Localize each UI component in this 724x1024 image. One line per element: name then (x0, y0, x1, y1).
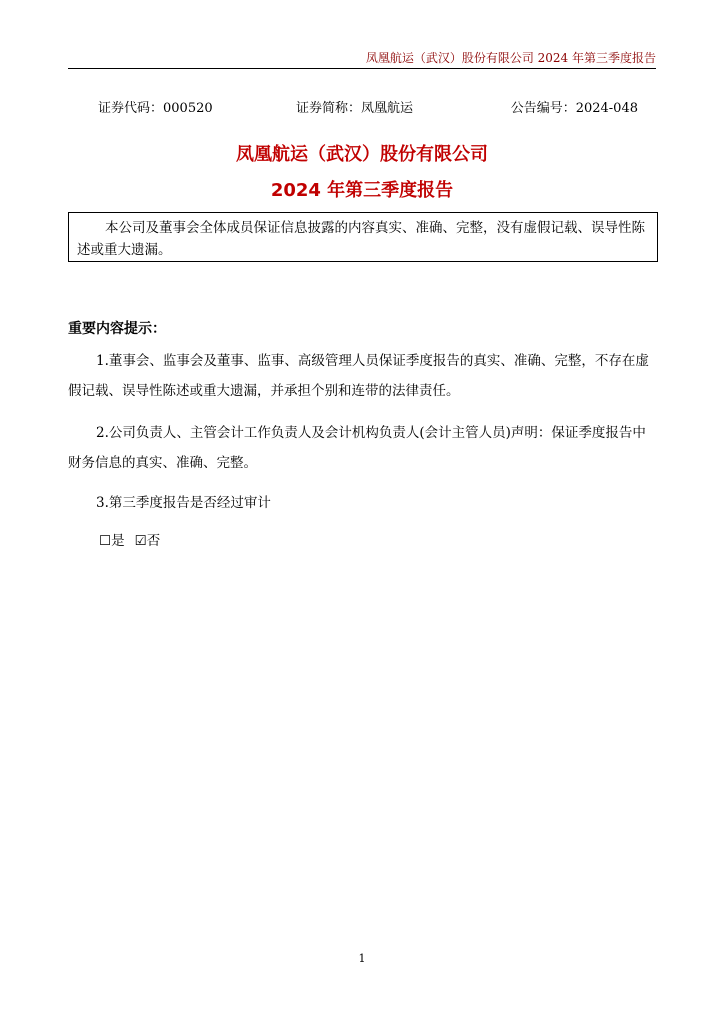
notice-item-3: 3.第三季度报告是否经过审计 (96, 495, 271, 511)
disclosure-statement: 本公司及董事会全体成员保证信息披露的内容真实、准确、完整，没有虚假记载、误导性陈述或重大遗漏。 (77, 220, 645, 258)
company-title: 凤凰航运（武汉）股份有限公司 (236, 144, 488, 165)
notice-item-1: 1.董事会、监事会及董事、监事、高级管理人员保证季度报告的真实、准确、完整，不存在虚假记载、误导性陈述或重大遗漏，并承担个别和连带的法律责任。 (68, 353, 649, 399)
audit-option-yes: ☐是 (99, 533, 125, 549)
running-header: 凤凰航运（武汉）股份有限公司 2024 年第三季度报告 (365, 51, 656, 65)
stock-code: 证券代码：000520 (98, 101, 213, 116)
stock-abbreviation: 证券简称：凤凰航运 (296, 101, 414, 116)
report-title: 2024 年第三季度报告 (270, 180, 454, 201)
announcement-number: 公告编号：2024-048 (510, 101, 638, 116)
disclosure-statement-box (68, 212, 658, 262)
audit-options (99, 529, 160, 549)
notice-item-2: 2.公司负责人、主管会计工作负责人及会计机构负责人(会计主管人员)声明：保证季度报告中财务信息的真实、准确、完整。 (68, 425, 646, 471)
audit-option-no: ☑否 (134, 533, 161, 549)
header-rule (68, 68, 656, 69)
page-number: 1 (358, 952, 366, 965)
notice-heading: 重要内容提示： (68, 321, 166, 337)
